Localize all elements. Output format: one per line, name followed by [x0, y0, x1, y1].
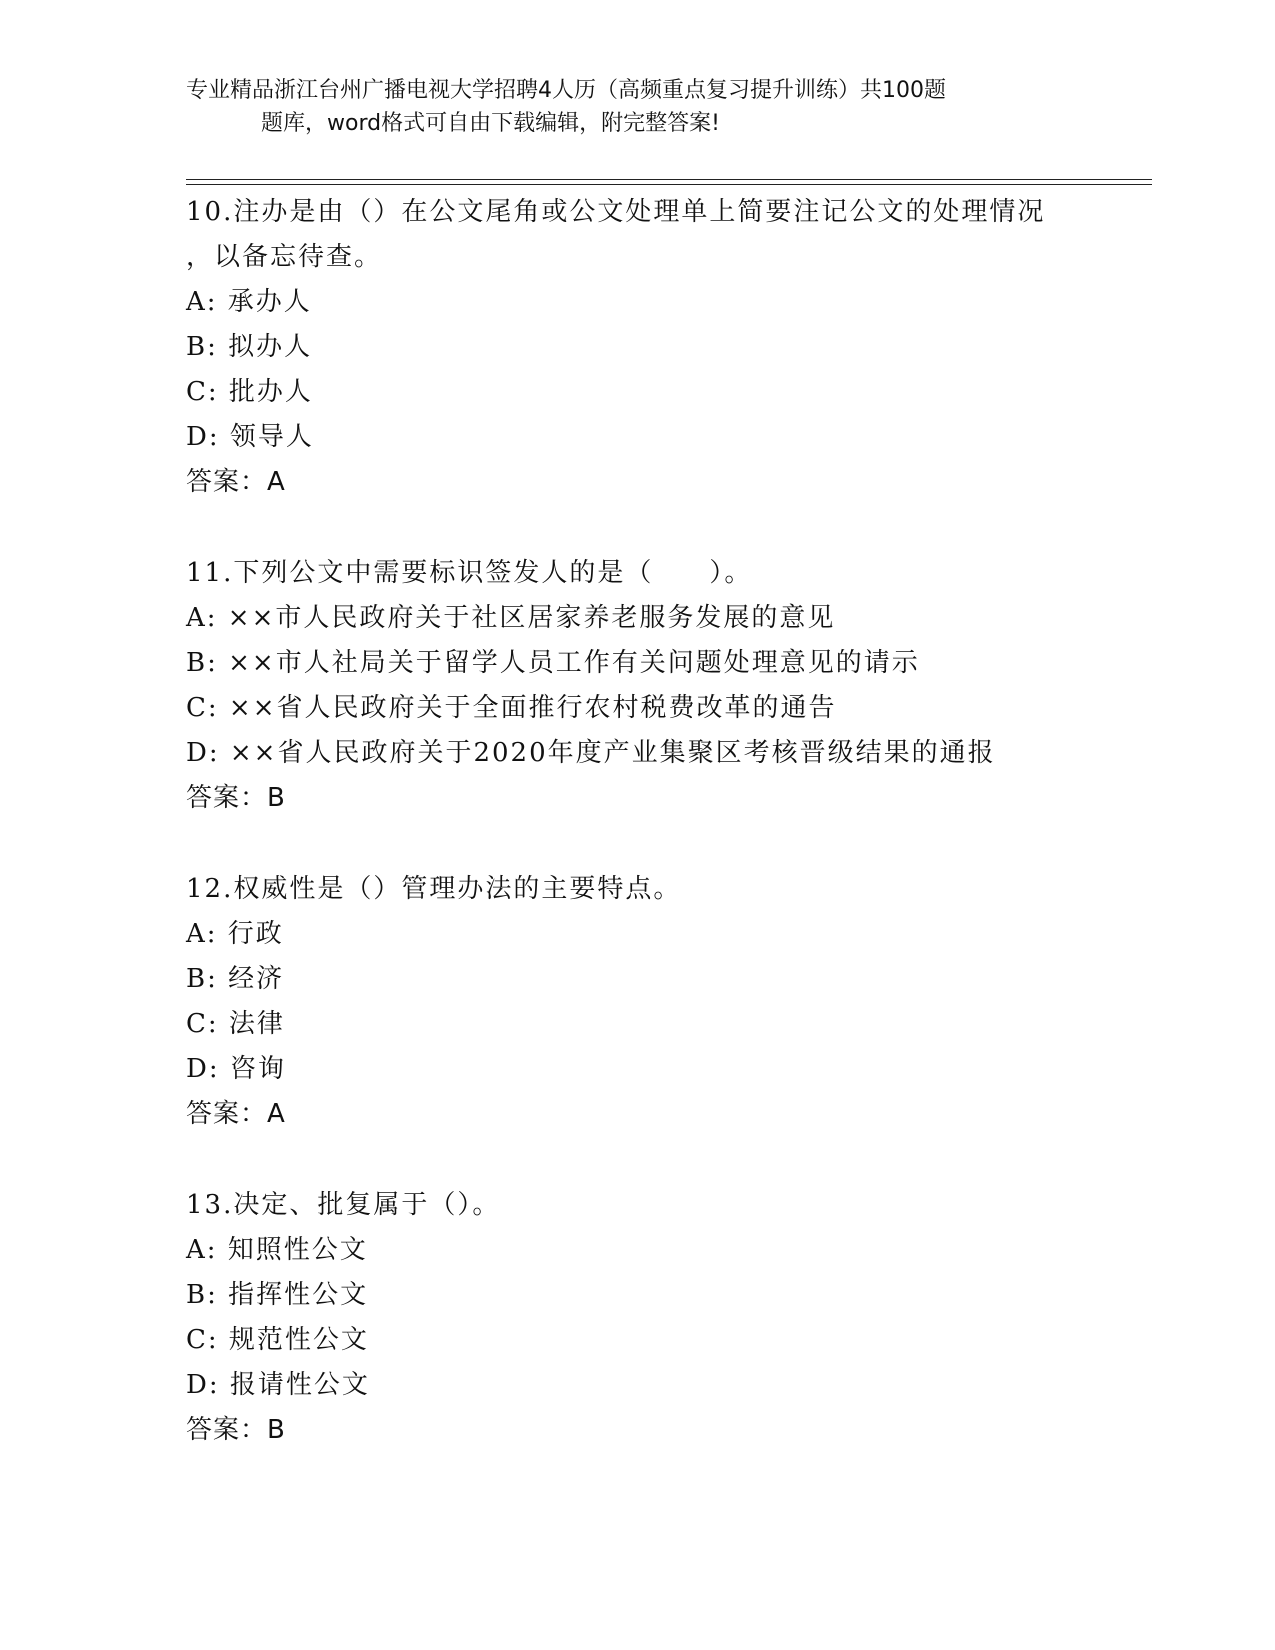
option-d: D: 咨询: [186, 1054, 286, 1084]
option-a: A: 行政: [186, 919, 284, 949]
option-c: C: 法律: [186, 1009, 285, 1039]
question-spacer: [186, 821, 1146, 867]
question-stem: [186, 190, 1146, 280]
option-c: C: ××省人民政府关于全面推行农村税费改革的通告: [186, 693, 837, 723]
option-d: D: 报请性公文: [186, 1370, 370, 1400]
answer-line: 答案：B: [186, 783, 286, 813]
option-a: A: 承办人: [186, 287, 312, 317]
answer-line: 答案：B: [186, 1415, 286, 1445]
question-spacer: [186, 1137, 1146, 1183]
question-spacer: [186, 505, 1146, 551]
header-title-line2: 题库，word格式可自由下载编辑，附完整答案!: [261, 111, 720, 136]
question-11: [186, 551, 1146, 821]
question-10: [186, 190, 1146, 505]
option-c: C: 批办人: [186, 377, 313, 407]
option-a: A: 知照性公文: [186, 1235, 368, 1265]
header-title-line1: 专业精品浙江台州广播电视大学招聘4人历（高频重点复习提升训练）共100题: [186, 78, 946, 103]
question-13: [186, 1183, 1146, 1453]
option-d: D: ××省人民政府关于2020年度产业集聚区考核晋级结果的通报: [186, 738, 996, 768]
answer-line: 答案：A: [186, 467, 286, 497]
question-stem: 13.决定、批复属于（）。: [186, 1190, 501, 1220]
question-stem-line2: ，以备忘待查。: [186, 242, 383, 272]
option-a: A: ××市人民政府关于社区居家养老服务发展的意见: [186, 603, 836, 633]
option-c: C: 规范性公文: [186, 1325, 369, 1355]
question-stem: 11.下列公文中需要标识签发人的是（ ）。: [186, 558, 753, 588]
option-b: B: 经济: [186, 964, 285, 994]
option-d: D: 领导人: [186, 422, 314, 452]
option-b: B: 拟办人: [186, 332, 313, 362]
document-header: [186, 74, 1066, 140]
question-stem-line1: 10.注办是由（）在公文尾角或公文处理单上简要注记公文的处理情况: [186, 197, 1046, 227]
question-list: [186, 190, 1146, 1453]
option-b: B: ××市人社局关于留学人员工作有关问题处理意见的请示: [186, 648, 920, 678]
header-rule-top: [186, 179, 1152, 180]
question-12: [186, 867, 1146, 1137]
option-b: B: 指挥性公文: [186, 1280, 369, 1310]
header-rule-bottom: [186, 184, 1152, 185]
answer-line: 答案：A: [186, 1099, 286, 1129]
question-stem: 12.权威性是（）管理办法的主要特点。: [186, 874, 682, 904]
